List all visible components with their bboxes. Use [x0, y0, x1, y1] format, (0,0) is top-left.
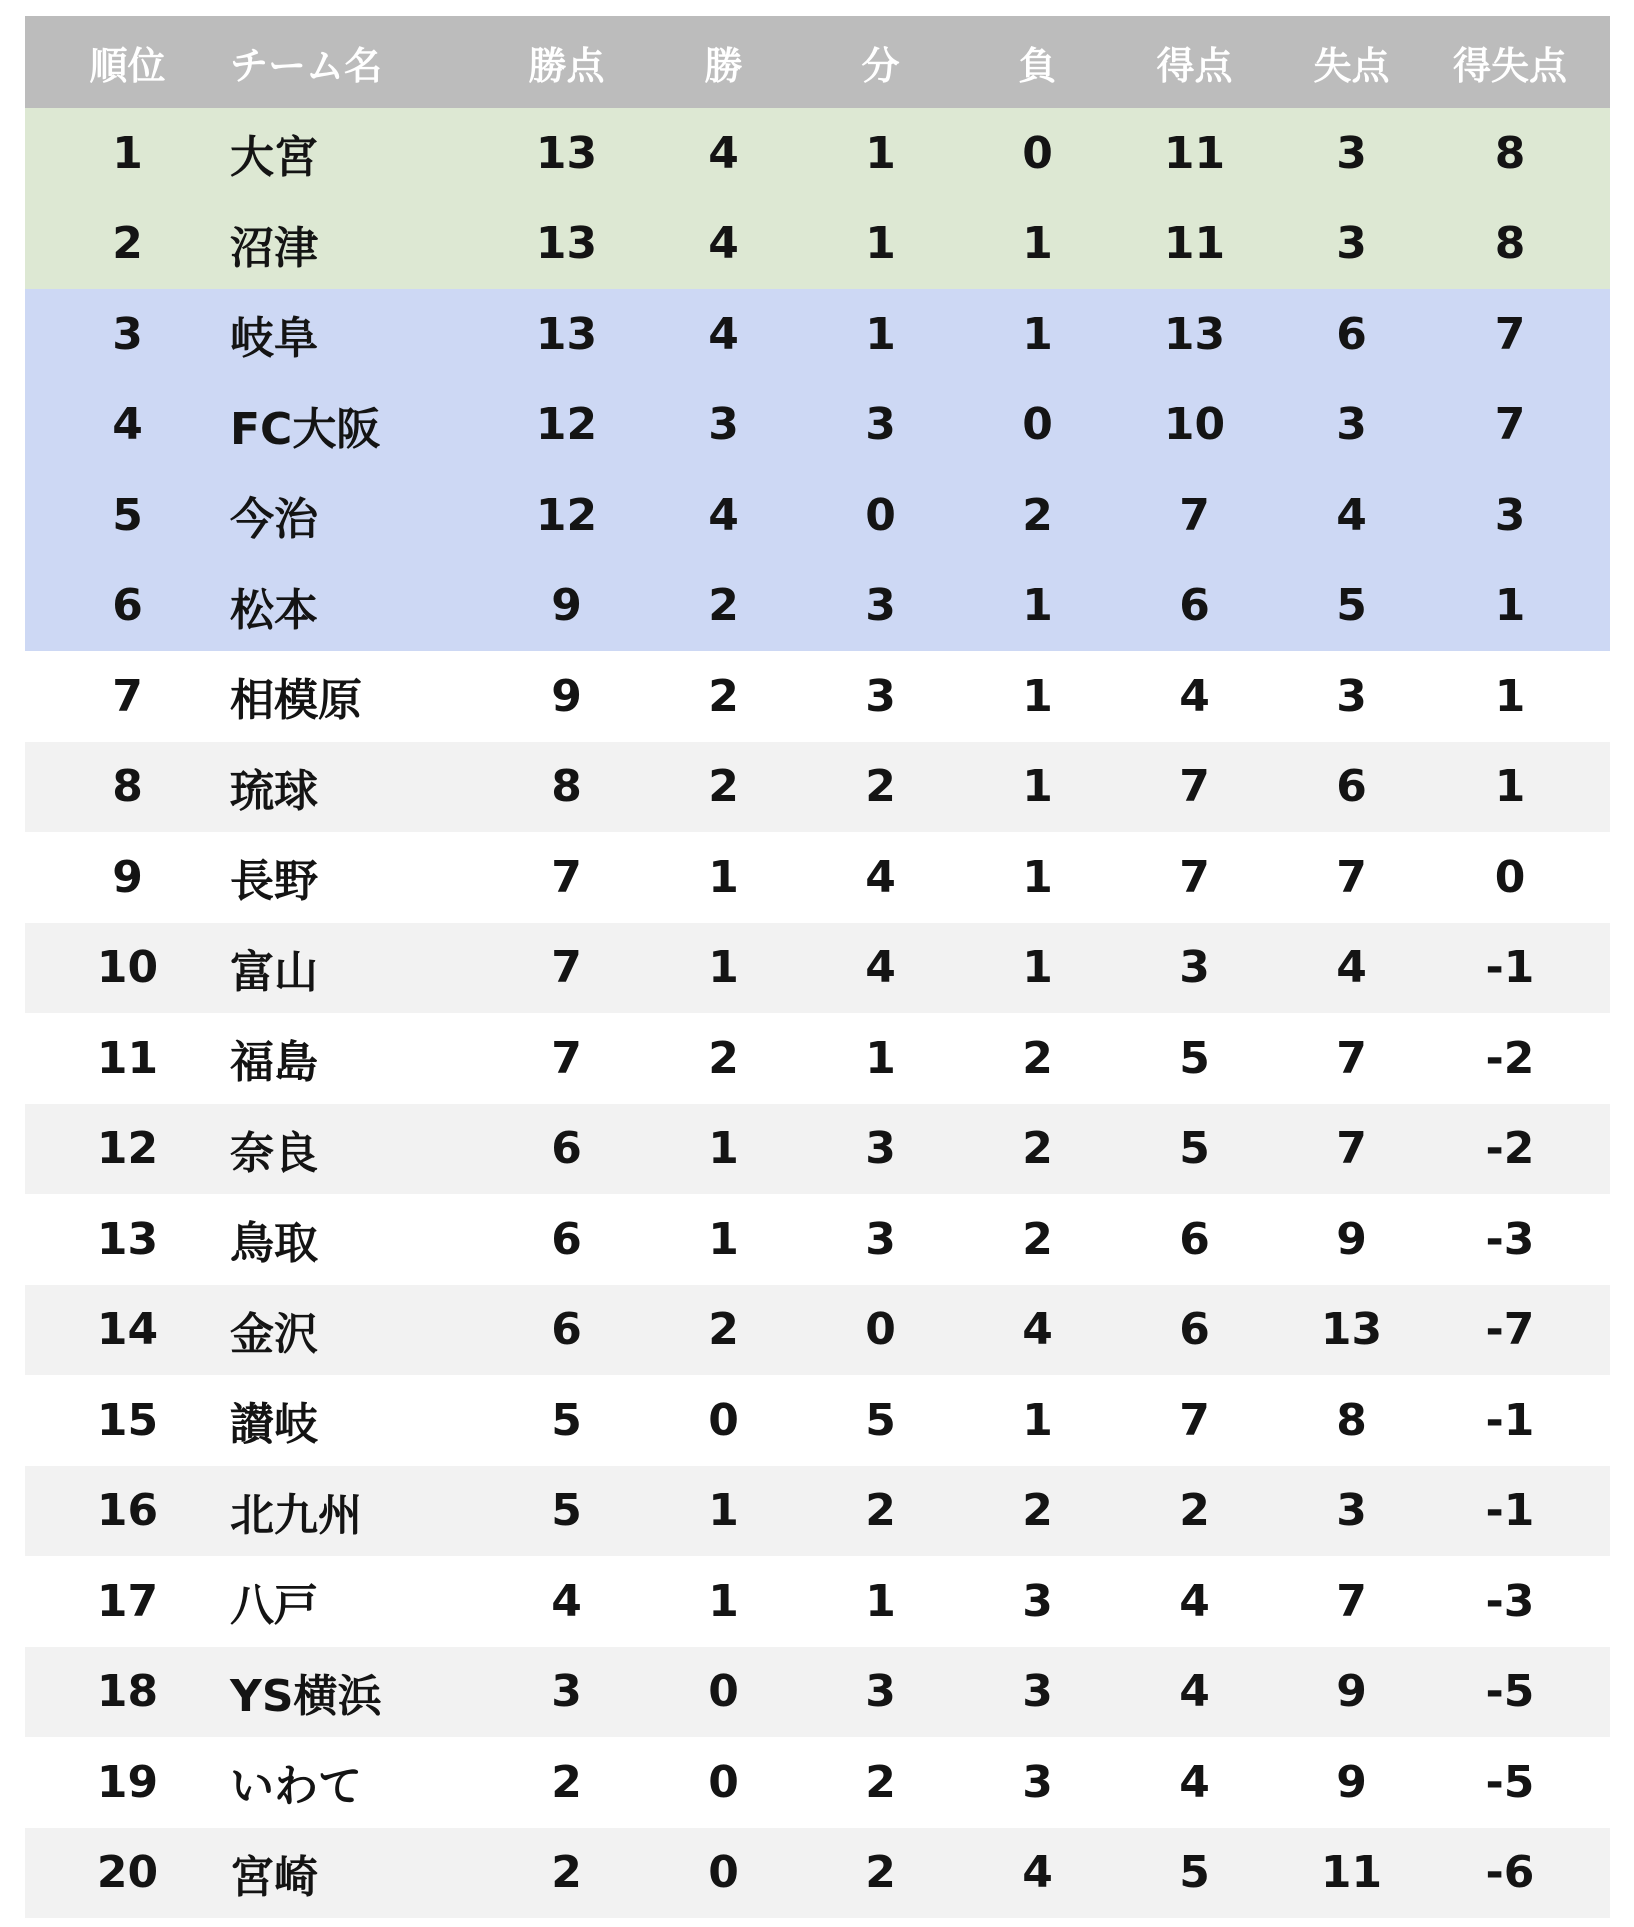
draws-cell: 3: [865, 580, 896, 632]
goals-for-cell: 13: [1163, 308, 1226, 360]
draws-cell: 1: [865, 1575, 896, 1627]
team-name-cell: 岐阜: [230, 313, 318, 365]
wins-cell: 4: [708, 218, 739, 270]
draws-cell: 3: [865, 670, 896, 722]
goals-for-cell: 2: [1179, 1485, 1210, 1537]
goals-for-cell: 4: [1179, 1575, 1210, 1627]
rank-cell: 17: [96, 1575, 159, 1627]
table-row: [25, 1194, 1610, 1285]
goals-against-cell: 7: [1336, 851, 1367, 903]
losses-cell: 3: [1022, 1575, 1053, 1627]
draws-cell: 3: [865, 399, 896, 451]
team-name-cell: 長野: [230, 856, 318, 908]
team-name-cell: YS横浜: [230, 1670, 382, 1722]
goals-against-cell: 11: [1320, 1847, 1383, 1899]
goals-for-cell: 6: [1179, 580, 1210, 632]
rank-cell: 11: [96, 1032, 159, 1084]
team-name-cell: 相模原: [230, 675, 362, 727]
goal-diff-cell: 1: [1494, 580, 1526, 632]
rank-cell: 2: [112, 218, 143, 270]
draws-cell: 1: [865, 1032, 896, 1084]
team-name-cell: 富山: [230, 946, 318, 998]
wins-cell: 1: [708, 1123, 739, 1175]
goal-diff-cell: -2: [1485, 1123, 1535, 1175]
wins-cell: 0: [708, 1756, 739, 1808]
losses-cell: 1: [1022, 851, 1053, 903]
goals-against-cell: 3: [1336, 399, 1367, 451]
goals-for-cell: 7: [1179, 489, 1210, 541]
goals-against-cell: 3: [1336, 127, 1367, 179]
table-row: [25, 1828, 1610, 1919]
goal-diff-cell: 3: [1494, 489, 1526, 541]
team-name-cell: 鳥取: [230, 1218, 318, 1270]
goals-against-cell: 6: [1336, 308, 1367, 360]
losses-cell: 4: [1022, 1304, 1053, 1356]
table-row: [25, 742, 1610, 833]
team-name-cell: 讃岐: [230, 1399, 318, 1451]
goal-diff-cell: -1: [1485, 1485, 1535, 1537]
team-name-cell: 奈良: [230, 1127, 318, 1179]
goals-against-cell: 9: [1336, 1213, 1367, 1265]
wins-cell: 2: [708, 1032, 739, 1084]
wins-cell: 4: [708, 489, 739, 541]
header-draws: 分: [861, 43, 900, 88]
rank-cell: 16: [96, 1485, 159, 1537]
goals-against-cell: 9: [1336, 1756, 1367, 1808]
goal-diff-cell: -6: [1485, 1847, 1535, 1899]
draws-cell: 1: [865, 308, 896, 360]
losses-cell: 1: [1022, 670, 1053, 722]
wins-cell: 3: [708, 399, 739, 451]
goals-for-cell: 3: [1179, 942, 1210, 994]
goals-against-cell: 7: [1336, 1575, 1367, 1627]
table-header: [25, 16, 1610, 108]
draws-cell: 3: [865, 1123, 896, 1175]
losses-cell: 1: [1022, 761, 1053, 813]
goals-against-cell: 4: [1336, 942, 1367, 994]
goal-diff-cell: 0: [1494, 851, 1526, 903]
wins-cell: 0: [708, 1394, 739, 1446]
rank-cell: 15: [96, 1394, 159, 1446]
goals-for-cell: 5: [1179, 1847, 1210, 1899]
table-row: [25, 923, 1610, 1014]
rank-cell: 8: [112, 761, 143, 813]
points-cell: 5: [551, 1485, 582, 1537]
wins-cell: 1: [708, 1575, 739, 1627]
points-cell: 2: [551, 1756, 582, 1808]
draws-cell: 2: [865, 1847, 896, 1899]
goals-against-cell: 4: [1336, 489, 1367, 541]
goal-diff-cell: -1: [1485, 942, 1535, 994]
goal-diff-cell: 1: [1494, 761, 1526, 813]
goals-against-cell: 6: [1336, 761, 1367, 813]
table-row: [25, 561, 1610, 652]
losses-cell: 0: [1022, 399, 1053, 451]
losses-cell: 0: [1022, 127, 1053, 179]
losses-cell: 2: [1022, 489, 1053, 541]
losses-cell: 3: [1022, 1756, 1053, 1808]
header-team: チーム名: [230, 43, 383, 88]
rank-cell: 13: [96, 1213, 159, 1265]
points-cell: 9: [551, 580, 582, 632]
header-losses: 負: [1018, 43, 1057, 88]
points-cell: 13: [535, 308, 598, 360]
table-row: [25, 1104, 1610, 1195]
wins-cell: 4: [708, 127, 739, 179]
team-name-cell: いわて: [230, 1761, 362, 1813]
points-cell: 8: [551, 761, 582, 813]
points-cell: 7: [551, 851, 582, 903]
rank-cell: 19: [96, 1756, 159, 1808]
losses-cell: 1: [1022, 1394, 1053, 1446]
goal-diff-cell: -7: [1485, 1304, 1535, 1356]
goals-against-cell: 7: [1336, 1123, 1367, 1175]
rank-cell: 12: [96, 1123, 159, 1175]
table-row: [25, 832, 1610, 923]
losses-cell: 2: [1022, 1032, 1053, 1084]
team-name-cell: 北九州: [230, 1489, 362, 1541]
goal-diff-cell: -5: [1485, 1756, 1535, 1808]
wins-cell: 1: [708, 851, 739, 903]
team-name-cell: 宮崎: [230, 1851, 318, 1903]
table-row: [25, 1285, 1610, 1376]
goals-against-cell: 3: [1336, 1485, 1367, 1537]
wins-cell: 4: [708, 308, 739, 360]
rank-cell: 20: [96, 1847, 159, 1899]
table-row: [25, 1737, 1610, 1828]
table-row: [25, 1466, 1610, 1557]
table-row: [25, 199, 1610, 290]
goals-for-cell: 11: [1163, 127, 1226, 179]
goals-for-cell: 5: [1179, 1123, 1210, 1175]
goals-for-cell: 4: [1179, 1756, 1210, 1808]
goal-diff-cell: 8: [1494, 218, 1526, 270]
rank-cell: 7: [112, 670, 143, 722]
rank-cell: 1: [112, 127, 143, 179]
losses-cell: 1: [1022, 942, 1053, 994]
rank-cell: 5: [112, 489, 143, 541]
points-cell: 4: [551, 1575, 582, 1627]
draws-cell: 4: [865, 942, 896, 994]
wins-cell: 0: [708, 1666, 739, 1718]
losses-cell: 3: [1022, 1666, 1053, 1718]
points-cell: 2: [551, 1847, 582, 1899]
draws-cell: 0: [865, 1304, 896, 1356]
goal-diff-cell: -3: [1485, 1575, 1535, 1627]
points-cell: 6: [551, 1123, 582, 1175]
rank-cell: 3: [112, 308, 143, 360]
draws-cell: 4: [865, 851, 896, 903]
team-name-cell: 八戸: [230, 1580, 318, 1632]
goal-diff-cell: 7: [1494, 308, 1526, 360]
goals-for-cell: 5: [1179, 1032, 1210, 1084]
team-name-cell: 今治: [230, 494, 318, 546]
rank-cell: 9: [112, 851, 143, 903]
team-name-cell: 金沢: [230, 1308, 318, 1360]
goals-against-cell: 9: [1336, 1666, 1367, 1718]
goals-for-cell: 4: [1179, 1666, 1210, 1718]
goals-for-cell: 7: [1179, 761, 1210, 813]
points-cell: 6: [551, 1304, 582, 1356]
rank-cell: 10: [96, 942, 159, 994]
team-name-cell: 福島: [230, 1037, 318, 1089]
points-cell: 12: [535, 399, 598, 451]
points-cell: 13: [535, 218, 598, 270]
losses-cell: 1: [1022, 580, 1053, 632]
table-row: [25, 1647, 1610, 1738]
draws-cell: 1: [865, 218, 896, 270]
points-cell: 7: [551, 1032, 582, 1084]
goal-diff-cell: -2: [1485, 1032, 1535, 1084]
goals-for-cell: 6: [1179, 1304, 1210, 1356]
points-cell: 7: [551, 942, 582, 994]
header-points: 勝点: [528, 43, 605, 88]
table-row: [25, 651, 1610, 742]
goals-for-cell: 10: [1163, 399, 1226, 451]
wins-cell: 2: [708, 670, 739, 722]
draws-cell: 3: [865, 1666, 896, 1718]
table-body: [25, 108, 1610, 1918]
header-wins: 勝: [704, 43, 743, 88]
goals-against-cell: 7: [1336, 1032, 1367, 1084]
table-row: [25, 1375, 1610, 1466]
wins-cell: 1: [708, 942, 739, 994]
goal-diff-cell: -1: [1485, 1394, 1535, 1446]
team-name-cell: 琉球: [230, 765, 318, 817]
losses-cell: 2: [1022, 1213, 1053, 1265]
goals-against-cell: 13: [1320, 1304, 1383, 1356]
goals-for-cell: 7: [1179, 851, 1210, 903]
losses-cell: 2: [1022, 1485, 1053, 1537]
header-goal-diff: 得失点: [1452, 43, 1567, 88]
goals-against-cell: 5: [1336, 580, 1367, 632]
rank-cell: 4: [112, 399, 143, 451]
wins-cell: 2: [708, 580, 739, 632]
table-row: [25, 470, 1610, 561]
losses-cell: 2: [1022, 1123, 1053, 1175]
wins-cell: 0: [708, 1847, 739, 1899]
header-rank: 順位: [89, 43, 166, 88]
draws-cell: 3: [865, 1213, 896, 1265]
goal-diff-cell: -5: [1485, 1666, 1535, 1718]
losses-cell: 1: [1022, 218, 1053, 270]
draws-cell: 2: [865, 1485, 896, 1537]
table-row: [25, 1013, 1610, 1104]
points-cell: 3: [551, 1666, 582, 1718]
points-cell: 9: [551, 670, 582, 722]
draws-cell: 2: [865, 1756, 896, 1808]
rank-cell: 18: [96, 1666, 159, 1718]
table-row: [25, 1556, 1610, 1647]
standings-table: [25, 16, 1610, 1918]
losses-cell: 4: [1022, 1847, 1053, 1899]
team-name-cell: 沼津: [230, 222, 318, 274]
draws-cell: 1: [865, 127, 896, 179]
draws-cell: 0: [865, 489, 896, 541]
goal-diff-cell: 1: [1494, 670, 1526, 722]
table-row: [25, 380, 1610, 471]
points-cell: 6: [551, 1213, 582, 1265]
wins-cell: 1: [708, 1485, 739, 1537]
draws-cell: 5: [865, 1394, 896, 1446]
goals-against-cell: 3: [1336, 670, 1367, 722]
points-cell: 12: [535, 489, 598, 541]
rank-cell: 14: [96, 1304, 159, 1356]
goals-for-cell: 11: [1163, 218, 1226, 270]
wins-cell: 1: [708, 1213, 739, 1265]
draws-cell: 2: [865, 761, 896, 813]
team-name-cell: 松本: [230, 584, 318, 636]
table-row: [25, 289, 1610, 380]
header-goals-against: 失点: [1313, 43, 1390, 88]
points-cell: 5: [551, 1394, 582, 1446]
team-name-cell: 大宮: [230, 132, 318, 184]
header-goals-for: 得点: [1156, 43, 1233, 88]
team-name-cell: FC大阪: [230, 403, 381, 455]
losses-cell: 1: [1022, 308, 1053, 360]
points-cell: 13: [535, 127, 598, 179]
goals-for-cell: 4: [1179, 670, 1210, 722]
goals-against-cell: 8: [1336, 1394, 1367, 1446]
goal-diff-cell: -3: [1485, 1213, 1535, 1265]
goals-for-cell: 7: [1179, 1394, 1210, 1446]
goals-against-cell: 3: [1336, 218, 1367, 270]
wins-cell: 2: [708, 761, 739, 813]
goals-for-cell: 6: [1179, 1213, 1210, 1265]
wins-cell: 2: [708, 1304, 739, 1356]
goal-diff-cell: 7: [1494, 399, 1526, 451]
goal-diff-cell: 8: [1494, 127, 1526, 179]
rank-cell: 6: [112, 580, 143, 632]
table-row: [25, 108, 1610, 199]
